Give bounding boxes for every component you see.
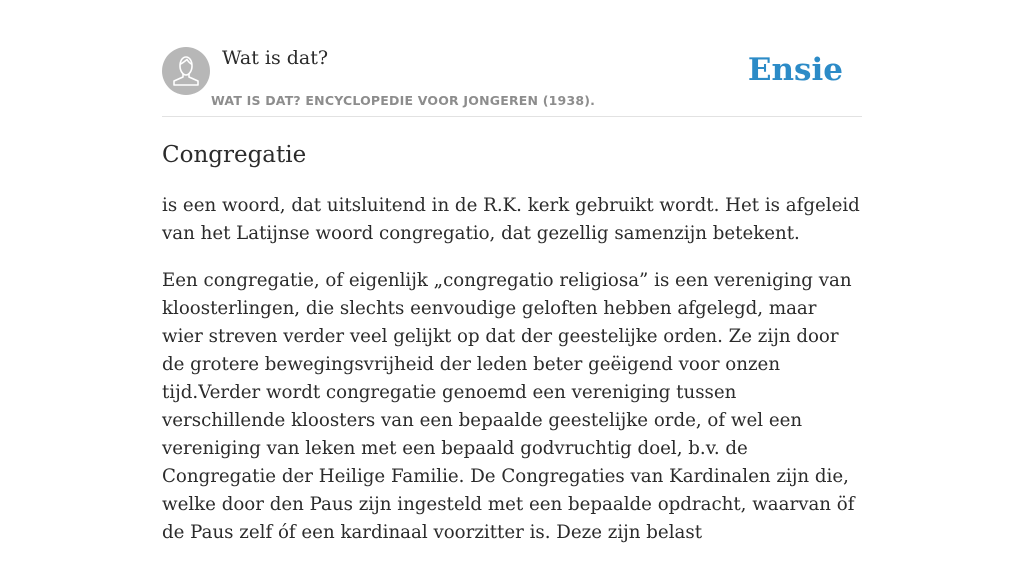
article-paragraph-2: Een congregatie, of eigenlijk „congregatio religiosa” is een vereniging van kloosterlingen, die slechts eenvoudige geloften hebben afgelegd, maar wier streven verder veel gelijkt op dat der geestelijke orden. Ze zijn door de grotere bewegingsvrijheid der leden beter geëigend voor onzen tijd.Verder wordt congregatie genoemd een vereniging tussen verschillende kloosters van een bepaalde geestelijke orde, of wel een vereniging van leken met een bepaald godvruchtig doel, b.v. de Congregatie der Heilige Familie. De Congregaties van Kardinalen zijn die, welke door den Paus zijn ingesteld met een bepaalde opdracht, waarvan öf de Paus zelf óf een kardinaal voorzitter is. Deze zijn belast [162, 270, 855, 543]
source-title[interactable]: Wat is dat? [222, 47, 329, 69]
article-title: Congregatie [162, 142, 307, 168]
source-header [162, 46, 862, 117]
article-paragraph-1: is een woord, dat uitsluitend in de R.K. kerk gebruikt wordt. Het is afgeleid van het Latijnse woord congregatio, dat gezellig samenzijn betekent. [162, 195, 860, 244]
source-subtitle[interactable]: WAT IS DAT? ENCYCLOPEDIE VOOR JONGEREN (1938). [211, 93, 596, 108]
article-body [162, 192, 862, 566]
source-avatar[interactable] [162, 47, 210, 95]
user-icon [162, 47, 210, 95]
ensie-logo[interactable]: Ensie [747, 52, 843, 88]
